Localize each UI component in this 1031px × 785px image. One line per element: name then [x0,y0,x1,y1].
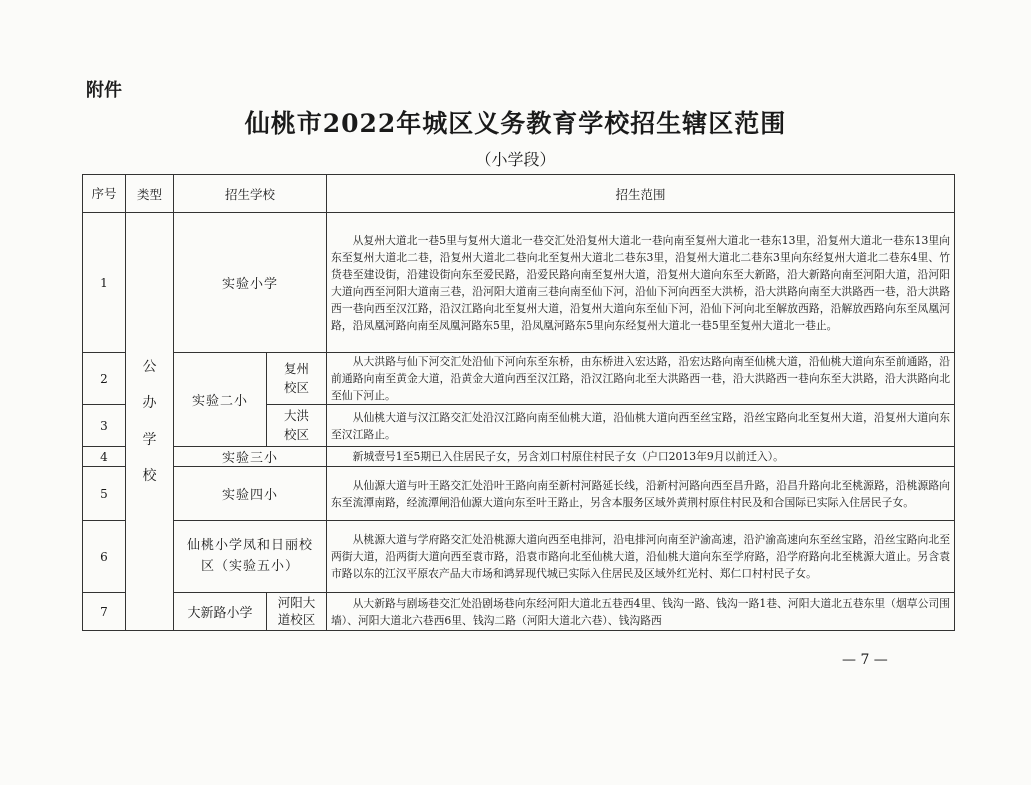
enrollment-scope: 从桃源大道与学府路交汇处沿桃源大道向西至电排河，沿电排河向南至沪渝高速，沿沪渝高速向东至丝宝路，沿丝宝路向北至两街大道，沿两街大道向西至袁市路，沿袁市路向北至仙桃大道，沿仙桃大道向东至学府路，沿学府路向北至桃源大道止。另含袁市路以东的江汉平原农产品大市场和鸿昇现代城已实际入住居民及区域外红光村、郑仁口村村民子女。 [327,521,955,593]
enrollment-scope: 从仙源大道与叶王路交汇处沿叶王路向南至新村河路延长线，沿新村河路向西至昌升路，沿昌升路向北至桃源路，沿桃源路向东至流潭南路，经流潭闸沿仙源大道向东至叶王路止，另含本服务区域外黄荆村原住村民及和合国际已实际入住居民子女。 [327,467,955,521]
table-row [83,521,955,593]
enrollment-scope: 新城壹号1至5期已入住居民子女，另含刘口村原住村民子女（户口2013年9月以前迁入）。 [327,447,955,467]
document-title: 仙桃市2022年城区义务教育学校招生辖区范围 [244,109,787,138]
table-row [83,447,955,467]
school-name: 实验三小 [174,447,327,467]
school-name: 仙桃小学凤和日丽校区（实验五小） [174,521,327,593]
campus-name: 河阳大道校区 [267,593,327,631]
row-seq: 6 [83,521,126,593]
table-row [83,467,955,521]
header-scope: 招生范围 [327,175,955,213]
table-header-row [83,175,955,213]
document-subtitle: （小学段） [475,150,556,169]
row-seq: 7 [83,593,126,631]
enrollment-scope-table [82,174,955,631]
header-type: 类型 [126,175,174,213]
type-cell: 公办学校 [126,213,174,631]
campus-name: 大洪校区 [267,405,327,447]
table-row [83,353,955,405]
row-seq: 3 [83,405,126,447]
enrollment-scope: 从大新路与剧场巷交汇处沿剧场巷向东经河阳大道北五巷西4里、钱沟一路、钱沟一路1巷、河阳大道北五巷东里（烟草公司围墙）、河阳大道北六巷西6里、钱沟二路（河阳大道北六巷）、钱沟路西 [327,593,955,631]
school-name: 大新路小学 [174,593,267,631]
school-name: 实验小学 [174,213,327,353]
campus-name: 复州校区 [267,353,327,405]
table-row [83,593,955,631]
enrollment-scope: 从仙桃大道与汉江路交汇处沿汉江路向南至仙桃大道，沿仙桃大道向西至丝宝路，沿丝宝路向北至复州大道，沿复州大道向东至汉江路止。 [327,405,955,447]
enrollment-scope: 从大洪路与仙下河交汇处沿仙下河向东至东桥，由东桥进入宏达路，沿宏达路向南至仙桃大道，沿仙桃大道向东至前通路，沿前通路向南至黄金大道，沿黄金大道向西至汉江路，沿汉江路向北至大洪路西一巷，沿大洪路西一巷向东至大洪路，沿大洪路向北至仙下河止。 [327,353,955,405]
row-seq: 2 [83,353,126,405]
row-seq: 1 [83,213,126,353]
enrollment-scope: 从复州大道北一巷5里与复州大道北一巷交汇处沿复州大道北一巷向南至复州大道北一巷东13里，沿复州大道北一巷东13里向东至复州大道北二巷，沿复州大道北二巷向北至复州大道北二巷东3里，沿复州大道北二巷东3里向东经复州大道北二巷东4里、竹货巷至建设街，沿建设街向东至爱民路，沿爱民路向南至复州大道，沿复州大道向东至大新路，沿大新路向南至河阳大道，沿河阳大道向西至河阳大道南三巷，沿河阳大道南三巷向南至仙下河，沿仙下河向西至大洪桥，沿大洪路向南至大洪路西一巷，沿大洪路西一巷向西至汉江路，沿汉江路向北至复州大道，沿复州大道向东至仙下河，沿仙下河向北至解放西路，沿解放西路向东至凤凰河路，沿凤凰河路向南至凤凰河路东5里，沿凤凰河路东5里向东经复州大道北一巷5里至复州大道北一巷止。 [327,213,955,353]
header-seq: 序号 [83,175,126,213]
school-name: 实验二小 [174,353,267,447]
attachment-label: 附件 [86,80,122,101]
header-school: 招生学校 [174,175,327,213]
table-row [83,213,955,353]
row-seq: 5 [83,467,126,521]
page-number: — 7 — [842,652,888,668]
school-name: 实验四小 [174,467,327,521]
row-seq: 4 [83,447,126,467]
